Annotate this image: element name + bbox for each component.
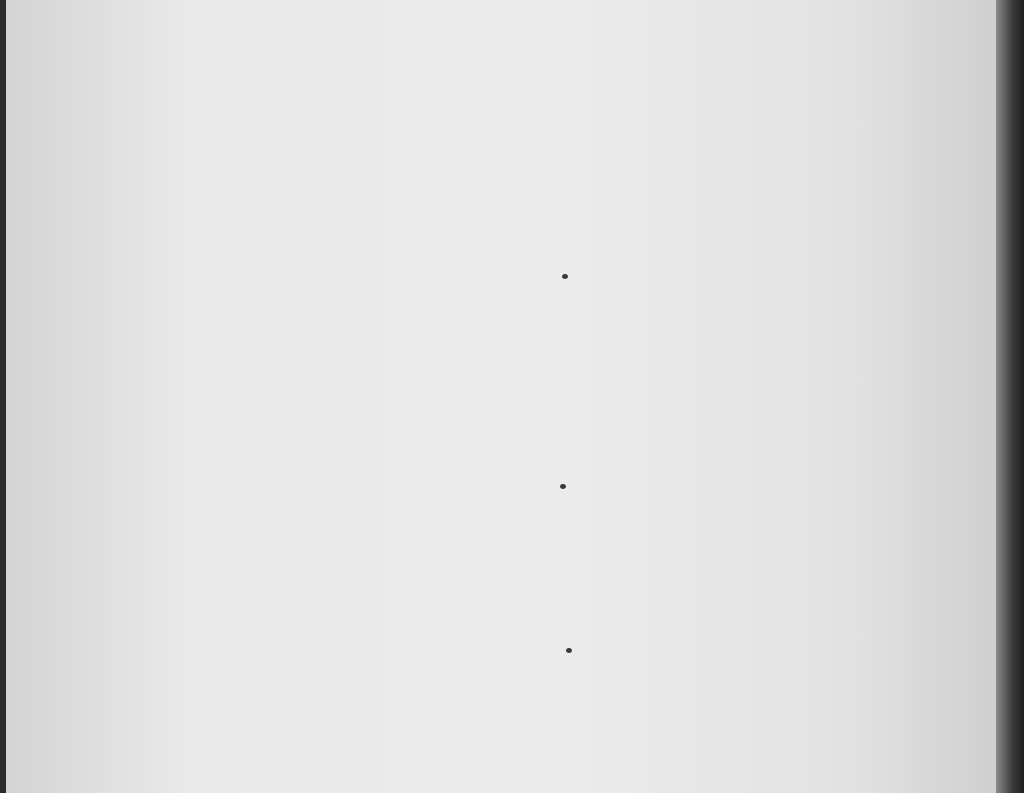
header-age [298, 76, 322, 140]
header-literacy-b [743, 98, 797, 140]
header-absence [605, 76, 656, 140]
header-language [689, 92, 720, 122]
header-registered [462, 72, 531, 140]
book-binding [996, 0, 1024, 793]
header-literacy-a [720, 98, 742, 138]
ink-spot [566, 648, 572, 653]
ink-spot [560, 484, 566, 489]
header-marital [323, 76, 346, 140]
header-residence [551, 72, 604, 142]
header-estate [348, 84, 397, 138]
ink-spot [562, 274, 568, 279]
header-religion [657, 90, 688, 130]
header-name [63, 70, 207, 142]
header-born [399, 72, 460, 140]
header-relation [233, 82, 296, 138]
header-sex [211, 78, 232, 138]
header-occupation-main [799, 102, 905, 142]
